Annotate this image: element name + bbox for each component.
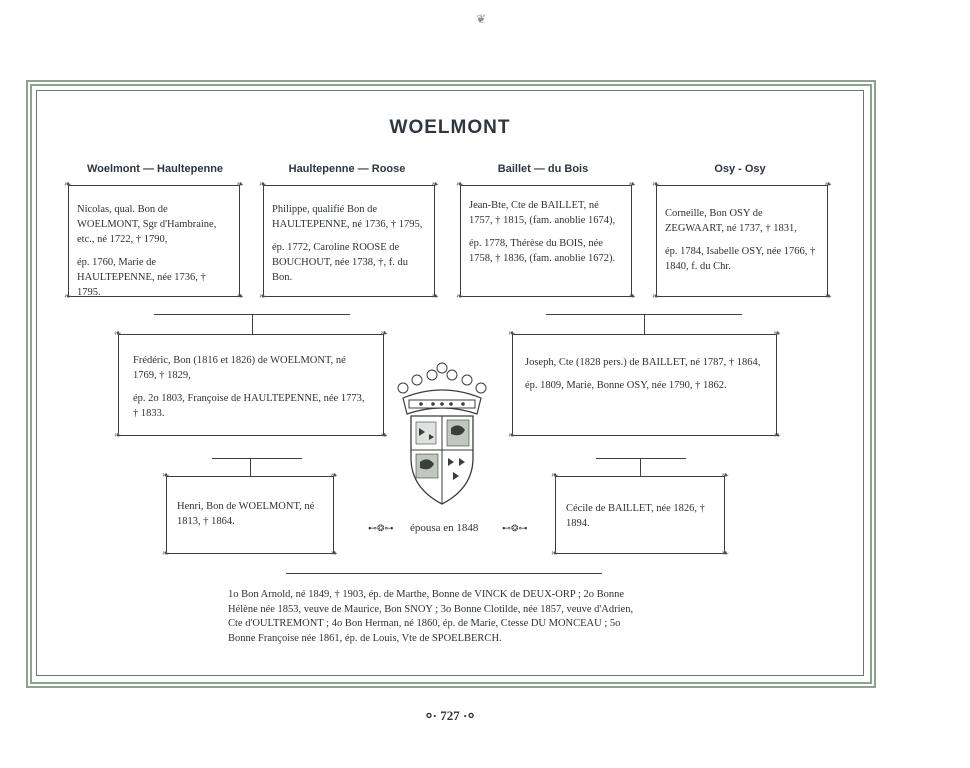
- header-ornament-icon: ❦: [476, 12, 487, 26]
- connector-line: [640, 458, 641, 476]
- ancestor-box-osy: ❧ ❧ ❧ ❧ Corneille, Bon OSY de ZEGWAART, né 1737, † 1831, ép. 1784, Isabelle OSY, née 1766, † 1840, f. du Chr.: [652, 179, 832, 301]
- ancestor-marriage-text: ép. 1772, Caroline ROOSE de BOUCHOUT, née 1738, †, f. du Bon.: [272, 242, 408, 283]
- ornament-right-icon: ⊷❂⊶: [502, 523, 528, 533]
- child-text: Cécile de BAILLET, née 1826, † 1894.: [566, 503, 705, 529]
- page-ornament-right-icon: ·⸰: [463, 708, 475, 723]
- connector-line: [212, 458, 302, 459]
- parent-box-woelmont: ❧ ❧ ❧ ❧ Frédéric, Bon (1816 et 1826) de WOELMONT, né 1769, † 1829, ép. 2o 1803, Françoise de HAULTEPENNE, née 1773, † 1833.: [114, 328, 388, 440]
- ancestor-marriage-text: ép. 1784, Isabelle OSY, née 1766, † 1840, f. du Chr.: [665, 246, 816, 272]
- child-box-henri: ❧ ❧ ❧ ❧ Henri, Bon de WOELMONT, né 1813, † 1864.: [162, 470, 338, 558]
- page-title: WOELMONT: [389, 117, 511, 138]
- ancestor-box-haultepenne: ❧ ❧ ❧ ❧ Philippe, qualifié Bon de HAULTEPENNE, né 1736, † 1795, ép. 1772, Caroline ROOSE de BOUCHOUT, née 1738, †, f. du Bon.: [259, 179, 439, 301]
- coat-of-arms-icon: [393, 358, 491, 506]
- ancestor-box-baillet: ❧ ❧ ❧ ❧ Jean-Bte, Cte de BAILLET, né 1757, † 1815, (fam. anoblie 1674), ép. 1778, Thérèse du BOIS, née 1758, † 1836, (fam. anoblie 1672).: [456, 179, 636, 301]
- page-number-value: 727: [440, 708, 460, 723]
- ornament-left-icon: ⊷❂⊶: [368, 523, 394, 533]
- ancestor-text: Nicolas, qual. Bon de WOELMONT, Sgr d'Hambraine, etc., né 1722, † 1790,: [77, 204, 217, 245]
- connector-line: [644, 314, 645, 334]
- marriage-text: épousa en 1848: [410, 522, 479, 534]
- column-header-4: Osy - Osy: [714, 163, 766, 175]
- separator-line: [286, 573, 602, 574]
- ancestor-marriage-text: ép. 1760, Marie de HAULTEPENNE, née 1736, † 1795.: [77, 257, 206, 298]
- page-number: [0, 706, 900, 724]
- ancestor-box-woelmont: ❧ ❧ ❧ ❧ Nicolas, qual. Bon de WOELMONT, Sgr d'Hambraine, etc., né 1722, † 1790, ép. 1760, Marie de HAULTEPENNE, née 1736, † 1795.: [64, 179, 244, 301]
- ancestor-text: Philippe, qualifié Bon de HAULTEPENNE, né 1736, † 1795,: [272, 204, 423, 230]
- ancestor-marriage-text: ép. 1778, Thérèse du BOIS, née 1758, † 1836, (fam. anoblie 1672).: [469, 238, 616, 264]
- child-text: Henri, Bon de WOELMONT, né 1813, † 1864.: [177, 501, 315, 527]
- parent-marriage-text: ép. 1809, Marie, Bonne OSY, née 1790, † 1862.: [525, 380, 727, 391]
- connector-line: [250, 458, 251, 476]
- connector-line: [252, 314, 253, 334]
- column-header-1: Woelmont — Haultepenne: [86, 163, 224, 175]
- ancestor-text: Jean-Bte, Cte de BAILLET, né 1757, † 1815, (fam. anoblie 1674),: [469, 200, 616, 226]
- parent-marriage-text: ép. 2o 1803, Françoise de HAULTEPENNE, née 1773, † 1833.: [133, 393, 365, 419]
- parent-text: Joseph, Cte (1828 pers.) de BAILLET, né 1787, † 1864,: [525, 357, 761, 368]
- page-ornament-left-icon: ⸰·: [425, 708, 437, 723]
- connector-line: [596, 458, 686, 459]
- child-box-cecile: ❧ ❧ ❧ ❧ Cécile de BAILLET, née 1826, † 1894.: [551, 470, 729, 558]
- column-header-3: Baillet — du Bois: [497, 163, 589, 175]
- ancestor-text: Corneille, Bon OSY de ZEGWAART, né 1737, † 1831,: [665, 208, 797, 234]
- parent-box-baillet: ❧ ❧ ❧ ❧ Joseph, Cte (1828 pers.) de BAILLET, né 1787, † 1864, ép. 1809, Marie, Bonne OSY, née 1790, † 1862.: [508, 328, 781, 440]
- column-header-2: Haultepenne — Roose: [288, 163, 406, 175]
- descendants-paragraph: 1o Bon Arnold, né 1849, † 1903, ép. de Marthe, Bonne de VINCK de DEUX-ORP ; 2o Bonne Hélène née 1853, veuve de Maurice, Bon SNOY ; 3o Bonne Clotilde, née 1857, veuve d'Adrien, Cte d'OULTREMONT ; 4o Bon Herman, né 1860, ép. de Marie, Ctesse DU MONCEAU ; 5o Bonne Françoise née 1861, ép. de Louis, Vte de SPOELBERCH.: [228, 589, 634, 644]
- parent-text: Frédéric, Bon (1816 et 1826) de WOELMONT, né 1769, † 1829,: [133, 355, 346, 381]
